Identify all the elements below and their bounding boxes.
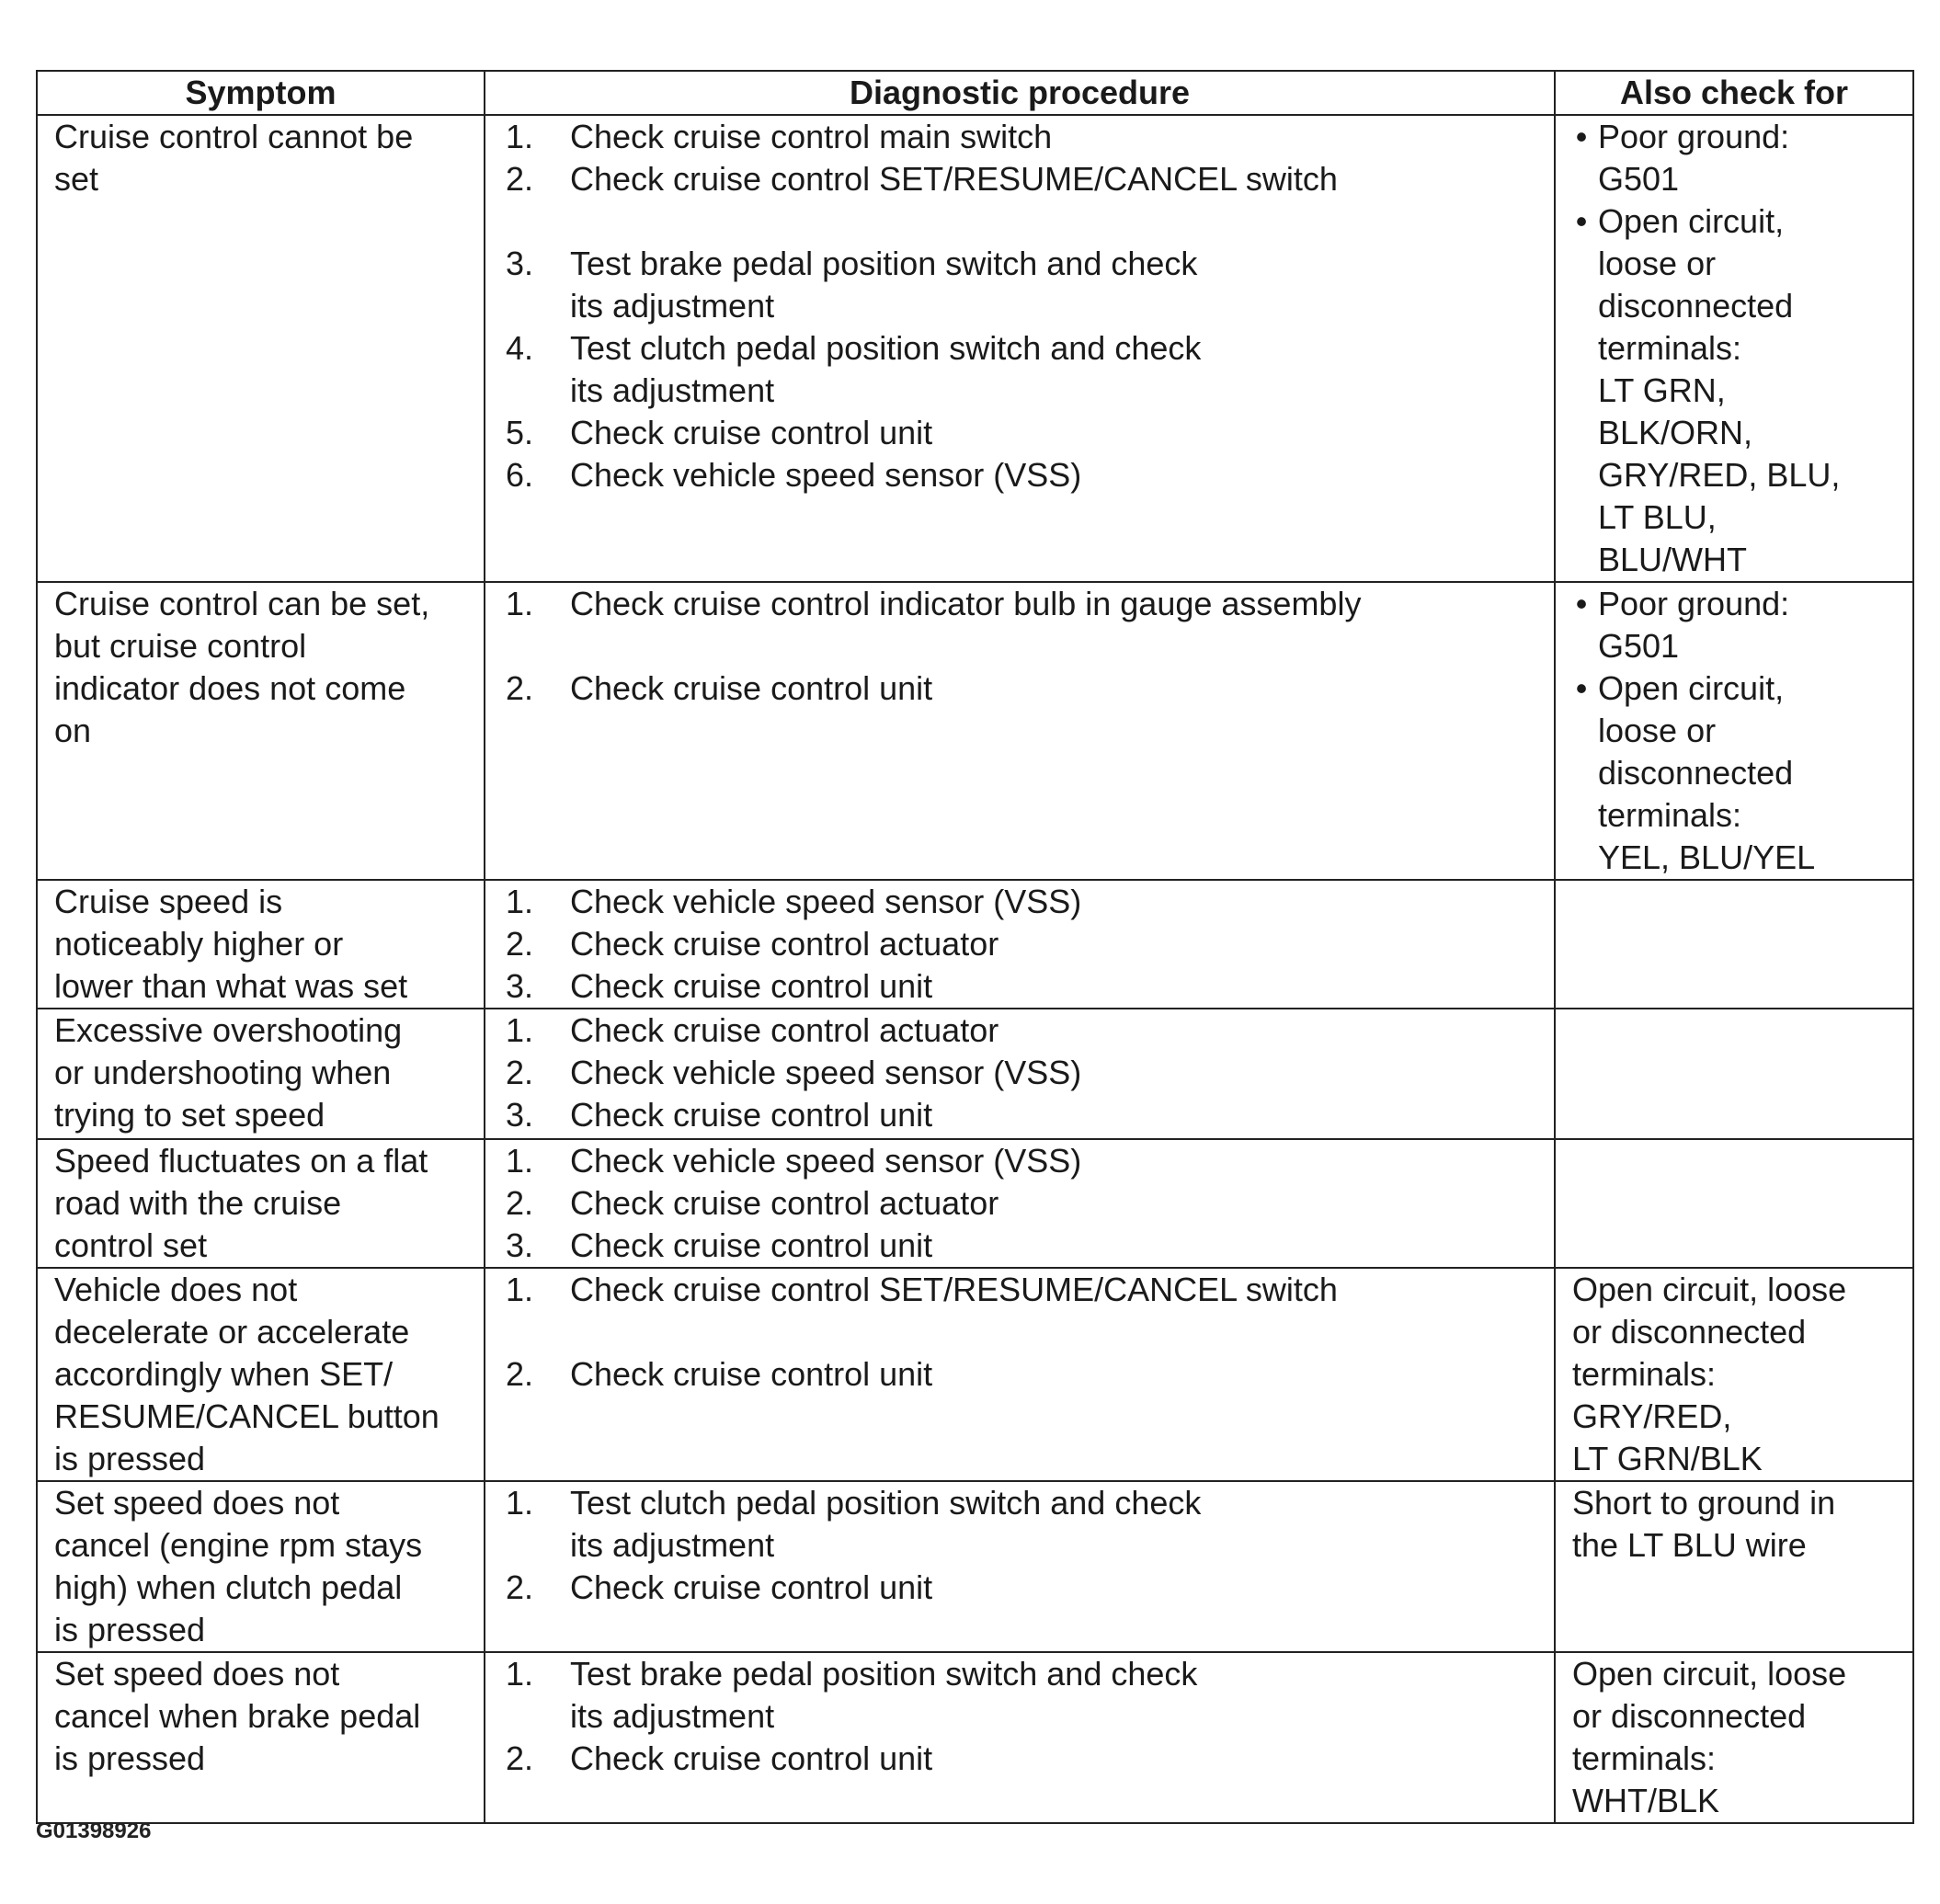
also-check-text: Poor ground: G501: [1598, 118, 1790, 198]
step-text: Check cruise control unit: [570, 669, 933, 707]
step-text: Check vehicle speed sensor (VSS): [570, 1054, 1082, 1091]
bullet-icon: •: [1575, 202, 1588, 240]
symptom-text: Excessive overshooting or undershooting when trying to set speed: [54, 1011, 403, 1134]
procedure-list: [485, 881, 1554, 1008]
step-number: 1.: [506, 1142, 534, 1180]
also-check-cell: [1555, 880, 1913, 1009]
step-text: Check vehicle speed sensor (VSS): [570, 1142, 1082, 1180]
step-number: 3.: [506, 245, 534, 282]
symptom-text: Cruise control can be set, but cruise control indicator does not come on: [54, 585, 430, 749]
step-text: Check cruise control actuator: [570, 1011, 999, 1049]
step-number: 3.: [506, 967, 534, 1005]
bullet-icon: •: [1575, 585, 1588, 622]
step-number: 3.: [506, 1096, 534, 1134]
step-number: 1.: [506, 118, 534, 155]
symptom-text: Vehicle does not decelerate or accelerate accordingly when SET/ RESUME/CANCEL button is pressed: [54, 1271, 439, 1477]
step-text: Check cruise control main switch: [570, 118, 1053, 155]
step-number: 3.: [506, 1226, 534, 1264]
table-row: [37, 582, 1913, 880]
step-text: Check cruise control unit: [570, 414, 933, 451]
step-number: 2.: [506, 160, 534, 198]
step-number: 1.: [506, 1484, 534, 1522]
procedure-step: [485, 1225, 1554, 1267]
procedure-step: [485, 1653, 1554, 1738]
also-check-list: [1556, 583, 1912, 879]
procedure-cell: [485, 880, 1555, 1009]
symptom-cell: [37, 115, 485, 582]
procedure-list: [485, 1482, 1554, 1609]
procedure-list: [485, 116, 1554, 496]
symptom-cell: [37, 1481, 485, 1652]
also-check-item: [1556, 116, 1912, 200]
table-row: [37, 115, 1913, 582]
symptom-text: Set speed does not cancel when brake pedal is pressed: [54, 1655, 421, 1777]
procedure-step: [485, 412, 1554, 454]
procedure-step: [485, 1482, 1554, 1567]
procedure-step: [485, 1140, 1554, 1182]
table-row: [37, 1009, 1913, 1139]
figure-code: G01398926: [36, 1818, 152, 1843]
table-row: [37, 880, 1913, 1009]
step-number: 2.: [506, 1568, 534, 1606]
symptom-text: Cruise speed is noticeably higher or lower than what was set: [54, 883, 408, 1005]
step-number: 2.: [506, 1355, 534, 1393]
step-text: Check cruise control unit: [570, 1739, 933, 1777]
procedure-step: [485, 1009, 1554, 1052]
table-row: [37, 1481, 1913, 1652]
also-check-cell: [1555, 1268, 1913, 1481]
procedure-step: [485, 923, 1554, 965]
also-check-cell: [1555, 582, 1913, 880]
procedure-cell: [485, 582, 1555, 880]
step-number: 1.: [506, 1011, 534, 1049]
procedure-cell: [485, 1652, 1555, 1823]
also-check-cell: [1555, 1139, 1913, 1268]
also-check-item: [1556, 583, 1912, 667]
procedure-list: [485, 1140, 1554, 1267]
also-check-item: [1556, 667, 1912, 879]
header-procedure: Diagnostic procedure: [485, 71, 1555, 115]
symptom-cell: [37, 880, 485, 1009]
step-number: 5.: [506, 414, 534, 451]
also-check-item: [1556, 200, 1912, 581]
step-number: 1.: [506, 585, 534, 622]
header-symptom: Symptom: [37, 71, 485, 115]
procedure-cell: [485, 1481, 1555, 1652]
step-text: Check cruise control SET/RESUME/CANCEL switch: [570, 1271, 1338, 1308]
also-check-list: [1556, 116, 1912, 581]
procedure-list: [485, 1269, 1554, 1396]
step-number: 2.: [506, 669, 534, 707]
symptom-text: Cruise control cannot be set: [54, 118, 414, 198]
symptom-text: Set speed does not cancel (engine rpm stays high) when clutch pedal is pressed: [54, 1484, 423, 1648]
procedure-cell: [485, 115, 1555, 582]
step-number: 1.: [506, 1271, 534, 1308]
symptom-cell: [37, 1009, 485, 1139]
step-number: 2.: [506, 925, 534, 963]
procedure-step: [485, 1052, 1554, 1094]
step-text: Check cruise control unit: [570, 1226, 933, 1264]
step-number: 1.: [506, 1655, 534, 1693]
symptom-cell: [37, 1652, 485, 1823]
procedure-step: [485, 1094, 1554, 1136]
symptom-cell: [37, 582, 485, 880]
step-number: 4.: [506, 329, 534, 367]
procedure-cell: [485, 1009, 1555, 1139]
procedure-list: [485, 583, 1554, 710]
header-also-check: Also check for: [1555, 71, 1913, 115]
step-text: Test clutch pedal position switch and check its adjustment: [570, 1484, 1202, 1564]
step-text: Check cruise control unit: [570, 1355, 933, 1393]
also-check-text: Open circuit, loose or disconnected terminals: LT GRN, BLK/ORN, GRY/RED, BLU, LT BLU, BLU/WHT: [1598, 202, 1841, 578]
symptom-cell: [37, 1139, 485, 1268]
step-text: Check cruise control unit: [570, 967, 933, 1005]
step-number: 1.: [506, 883, 534, 920]
step-text: Check cruise control actuator: [570, 925, 999, 963]
also-check-text: Short to ground in the LT BLU wire: [1572, 1484, 1836, 1564]
step-text: Test brake pedal position switch and check its adjustment: [570, 1655, 1198, 1735]
step-text: Check cruise control SET/RESUME/CANCEL switch: [570, 160, 1338, 198]
step-number: 2.: [506, 1739, 534, 1777]
procedure-step: [485, 243, 1554, 327]
also-check-text: Open circuit, loose or disconnected terminals: WHT/BLK: [1572, 1655, 1847, 1819]
procedure-list: [485, 1653, 1554, 1780]
procedure-step: [485, 1269, 1554, 1311]
step-number: 6.: [506, 456, 534, 494]
procedure-step: [485, 881, 1554, 923]
procedure-step: [485, 116, 1554, 158]
procedure-step: [485, 667, 1554, 710]
table-row: [37, 1268, 1913, 1481]
procedure-step: [485, 158, 1554, 200]
also-check-cell: [1555, 1652, 1913, 1823]
symptom-text: Speed fluctuates on a flat road with the cruise control set: [54, 1142, 428, 1264]
step-text: Check cruise control indicator bulb in gauge assembly: [570, 585, 1362, 622]
bullet-icon: •: [1575, 669, 1588, 707]
also-check-text: Open circuit, loose or disconnected terminals: YEL, BLU/YEL: [1598, 669, 1816, 876]
table-row: [37, 1652, 1913, 1823]
table-row: [37, 1139, 1913, 1268]
symptom-cell: [37, 1268, 485, 1481]
step-text: Check cruise control unit: [570, 1568, 933, 1606]
procedure-step: [485, 1567, 1554, 1609]
also-check-cell: [1555, 1481, 1913, 1652]
step-number: 2.: [506, 1184, 534, 1222]
step-text: Test brake pedal position switch and check its adjustment: [570, 245, 1198, 325]
step-text: Check vehicle speed sensor (VSS): [570, 883, 1082, 920]
procedure-step: [485, 1738, 1554, 1780]
step-text: Check cruise control actuator: [570, 1184, 999, 1222]
procedure-cell: [485, 1139, 1555, 1268]
also-check-cell: [1555, 1009, 1913, 1139]
procedure-step: [485, 1353, 1554, 1396]
diagnostic-table: [36, 70, 1914, 1824]
also-check-cell: [1555, 115, 1913, 582]
procedure-step: [485, 583, 1554, 625]
also-check-text: Open circuit, loose or disconnected terminals: GRY/RED, LT GRN/BLK: [1572, 1271, 1847, 1477]
step-text: Check vehicle speed sensor (VSS): [570, 456, 1082, 494]
bullet-icon: •: [1575, 118, 1588, 155]
step-text: Check cruise control unit: [570, 1096, 933, 1134]
procedure-step: [485, 965, 1554, 1008]
also-check-text: Poor ground: G501: [1598, 585, 1790, 665]
procedure-step: [485, 1182, 1554, 1225]
procedure-step: [485, 327, 1554, 412]
procedure-step: [485, 454, 1554, 496]
step-text: Test clutch pedal position switch and check its adjustment: [570, 329, 1202, 409]
procedure-cell: [485, 1268, 1555, 1481]
procedure-list: [485, 1009, 1554, 1136]
step-number: 2.: [506, 1054, 534, 1091]
header-row: [37, 71, 1913, 115]
